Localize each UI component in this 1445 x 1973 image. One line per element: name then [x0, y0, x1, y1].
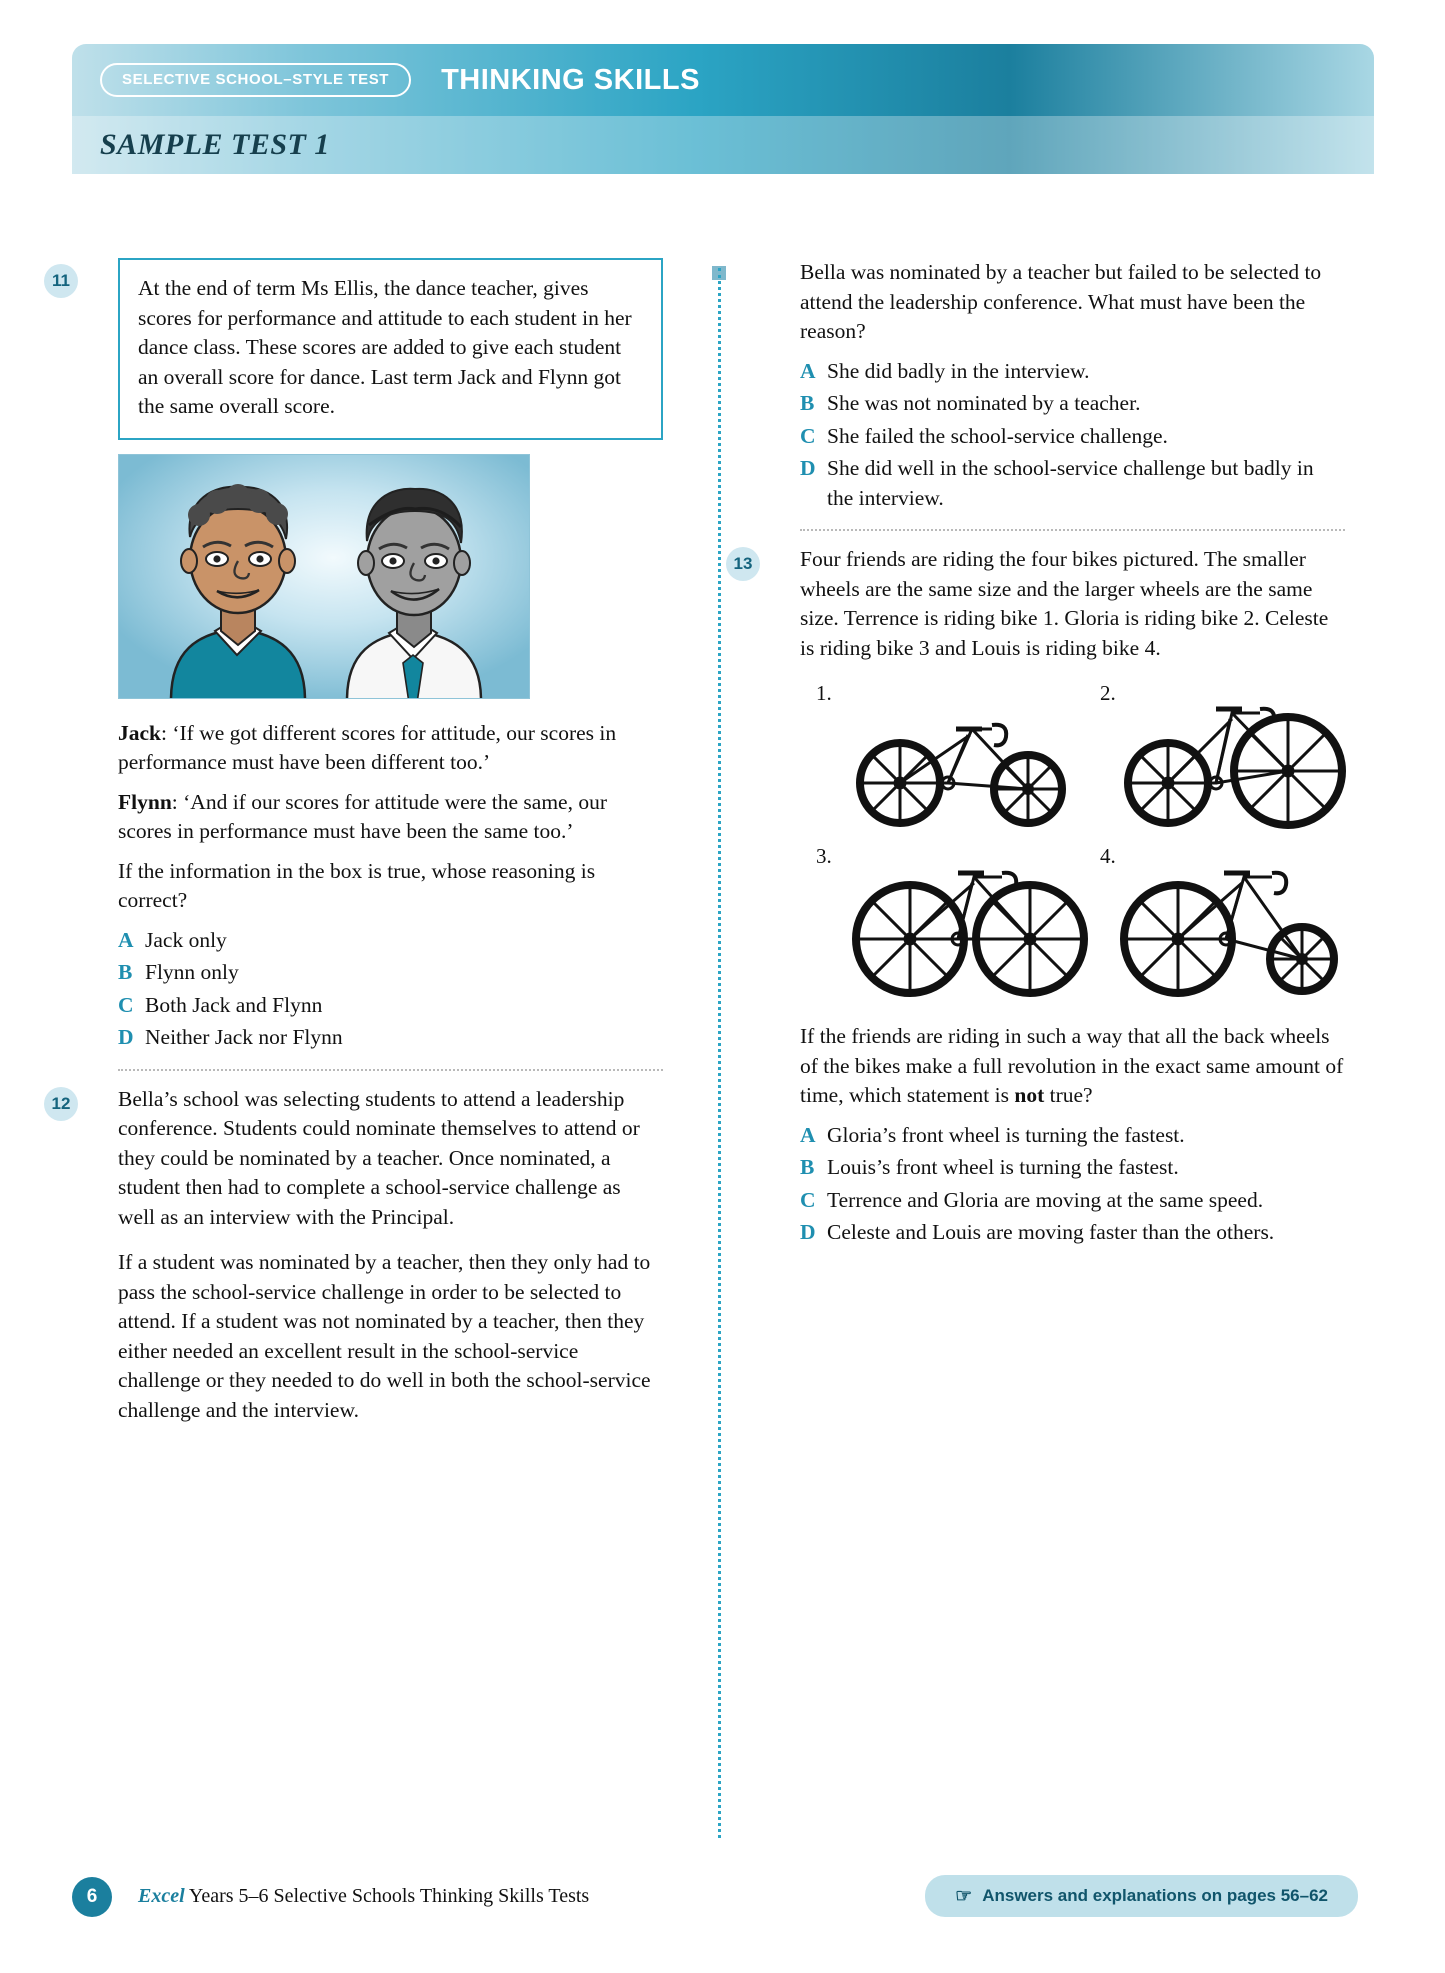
option-text: Jack only: [145, 927, 227, 952]
question-12-option-a[interactable]: [800, 357, 1345, 387]
option-text: Celeste and Louis are moving faster than the others.: [827, 1220, 1275, 1244]
bike-label-4: 4.: [1100, 844, 1116, 868]
bike-label-2: 2.: [1100, 681, 1116, 705]
question-13-option-d[interactable]: [800, 1218, 1345, 1248]
header-top-bar: [72, 44, 1374, 116]
option-text: She failed the school-service challenge.: [827, 423, 1168, 448]
option-letter: A: [800, 358, 816, 383]
bike-3-icon: [852, 851, 1092, 999]
test-type-badge: SELECTIVE SCHOOL–STYLE TEST: [100, 63, 411, 97]
page-header: [72, 44, 1374, 174]
brand-name: Excel: [138, 1885, 185, 1907]
bike-label-3: 3.: [816, 844, 832, 868]
question-12-paragraph-2: If a student was nominated by a teacher, then they only had to pass the school-service challenge in order to be selected to attend. If a student was not nominated by a teacher, then they either needed an excellent result in the school-service challenge or they needed to do well in both the school-service challenge and the interview.: [118, 1250, 651, 1422]
option-letter: B: [800, 1155, 815, 1179]
left-column: [51, 258, 663, 1441]
question-separator: [800, 529, 1345, 531]
students-drawing-icon: [119, 455, 530, 699]
option-letter: D: [118, 1025, 134, 1049]
option-letter: A: [800, 1122, 816, 1147]
option-letter: D: [800, 456, 816, 480]
question-13-option-a[interactable]: [800, 1121, 1345, 1151]
bike-1-icon: [852, 691, 1082, 831]
footer-series-text: [138, 1885, 589, 1908]
question-13-option-b[interactable]: [800, 1153, 1345, 1183]
option-text: She was not nominated by a teacher.: [827, 391, 1141, 415]
option-letter: C: [800, 423, 816, 448]
question-11-option-b[interactable]: [118, 958, 663, 988]
question-11-option-a[interactable]: [118, 926, 663, 956]
option-text: Gloria’s front wheel is turning the fastest.: [827, 1122, 1185, 1147]
question-13-prompt: [800, 1022, 1345, 1111]
question-12-continued: [800, 258, 1345, 513]
prompt-part-1: If the friends are riding in such a way that all the back wheels of the bikes make a full revolution in the exact same amount of time, which statement is: [800, 1024, 1344, 1107]
series-name: Years 5–6 Selective Schools Thinking Skills Tests: [184, 1885, 590, 1907]
page-number-badge: 6: [72, 1877, 112, 1917]
question-12: [51, 1085, 663, 1426]
sample-test-label: SAMPLE TEST 1: [100, 128, 330, 161]
option-text: She did well in the school-service challenge but badly in the interview.: [827, 456, 1314, 510]
question-11: [52, 258, 663, 1053]
question-12-option-d[interactable]: [800, 454, 1345, 513]
bikes-figure: [800, 679, 1345, 1004]
page-title: THINKING SKILLS: [441, 63, 700, 96]
question-separator: [118, 1069, 663, 1071]
option-letter: A: [118, 927, 134, 952]
question-13-option-c[interactable]: [800, 1186, 1345, 1216]
option-letter: B: [118, 960, 133, 984]
prompt-emphasis: not: [1014, 1083, 1045, 1107]
option-text: Louis’s front wheel is turning the fastest.: [827, 1155, 1179, 1179]
bike-4-icon: [1120, 851, 1350, 999]
question-12-option-c[interactable]: [800, 422, 1345, 452]
option-text: Terrence and Gloria are moving at the same speed.: [827, 1187, 1264, 1212]
page-footer: [72, 1875, 1374, 1921]
question-11-option-d[interactable]: [118, 1023, 663, 1053]
question-11-option-c[interactable]: [118, 991, 663, 1021]
answers-note-text: Answers and explanations on pages 56–62: [982, 1886, 1328, 1905]
option-text: Both Jack and Flynn: [145, 992, 323, 1017]
option-letter: C: [118, 992, 134, 1017]
right-column: [733, 258, 1345, 1251]
option-text: Neither Jack nor Flynn: [145, 1025, 343, 1049]
header-subtitle-bar: [72, 116, 1374, 174]
prompt-part-2: true?: [1044, 1083, 1093, 1107]
quote-jack-text: : ‘If we got different scores for attitude, our scores in performance must have been different too.’: [118, 720, 617, 774]
bike-label-1: 1.: [816, 681, 832, 705]
question-number-11: 11: [44, 264, 78, 298]
question-12-option-b[interactable]: [800, 389, 1345, 419]
pointing-hand-icon: ☞: [955, 1885, 973, 1907]
question-11-stimulus-box: [118, 258, 663, 440]
option-letter: D: [800, 1220, 816, 1244]
quote-flynn-text: : ‘And if our scores for attitude were the same, our scores in performance must have been the same too.’: [118, 789, 608, 843]
question-13: [733, 545, 1345, 1248]
answers-reference-pill: [925, 1875, 1358, 1917]
question-12-paragraph-1: Bella’s school was selecting students to attend a leadership conference. Students could nominate themselves to attend or they could be nominated by a teacher. Once nominated, a student then had to complete a school-service challenge as well as an interview with the Principal.: [118, 1086, 640, 1229]
question-11-quote-jack: [118, 719, 663, 778]
option-letter: C: [800, 1187, 816, 1212]
question-11-stimulus-text: At the end of term Ms Ellis, the dance teacher, gives scores for performance and attitude to each student in her dance class. These scores are added to give each student an overall score for dance. Last term Jack and Flynn got the same overall score.: [138, 276, 632, 418]
question-number-13: 13: [726, 547, 760, 581]
question-11-prompt: If the information in the box is true, whose reasoning is correct?: [118, 858, 596, 912]
question-11-quote-flynn: [118, 788, 663, 847]
question-13-paragraph-1: Four friends are riding the four bikes pictured. The smaller wheels are the same size and the larger wheels are the same size. Terrence is riding bike 1. Gloria is riding bike 2. Celeste is riding bike 3 and Louis is riding bike 4.: [800, 547, 1329, 660]
question-12-paragraph-3: Bella was nominated by a teacher but failed to be selected to attend the leadership conference. What must have been the reason?: [800, 260, 1322, 343]
option-text: She did badly in the interview.: [827, 358, 1090, 383]
option-letter: B: [800, 391, 815, 415]
speaker-flynn: Flynn: [118, 789, 172, 814]
option-text: Flynn only: [145, 960, 239, 984]
speaker-jack: Jack: [118, 720, 161, 745]
two-students-illustration: [118, 454, 530, 699]
column-divider: [718, 268, 721, 1838]
question-number-12: 12: [44, 1087, 78, 1121]
bike-2-icon: [1120, 683, 1350, 831]
